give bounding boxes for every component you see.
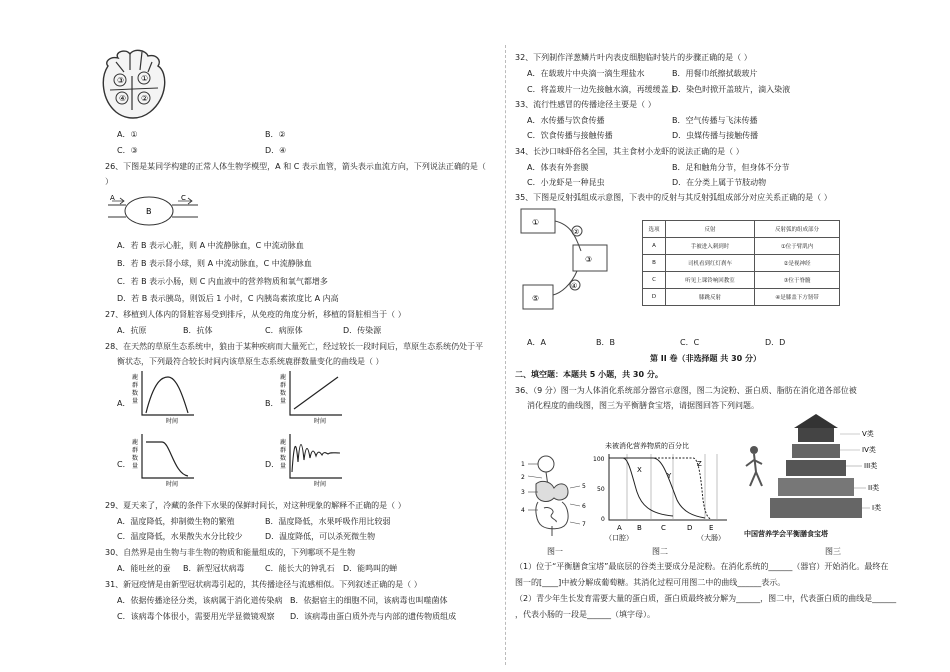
table-cell: C [643, 272, 666, 289]
fig1-number: 7 [582, 521, 586, 528]
table-header-cell: 选项 [643, 221, 666, 238]
q30-option-b[interactable]: B．新型冠状病毒 [183, 564, 245, 573]
q29-option-d[interactable]: D．温度降低，可以杀死微生物 [265, 532, 376, 541]
fig2-xtick: C [661, 524, 666, 532]
pyramid-level-2: II类 [868, 484, 880, 492]
ylabel-char: 鹿 [280, 374, 287, 381]
q36-stem: 36、（9 分）图一为人体消化系统部分器官示意图，图二为淀粉、蛋白质、脂肪在消化道各部位被 [515, 386, 857, 395]
q30-option-d[interactable]: D．能鸣叫的蝉 [343, 564, 398, 573]
ylabel-char: 群 [280, 447, 287, 454]
reflex-arc-figure [515, 205, 620, 315]
q25-option-c[interactable]: C．③ [117, 146, 138, 155]
table-cell: A [643, 238, 666, 255]
digestive-system-figure [518, 452, 590, 544]
fig1-number: 1 [521, 461, 525, 468]
heart-figure [96, 48, 178, 123]
q35-option-a[interactable]: A．A [527, 338, 546, 347]
table-row [643, 289, 840, 306]
fig2-caption: 图二 [652, 547, 668, 556]
heart-label-2: ② [141, 94, 149, 103]
q28-option-a[interactable]: A． [117, 399, 131, 408]
reflex-label-4: ④ [571, 282, 578, 290]
q33-stem: 33、流行性感冒的传播途径主要是（ ） [515, 100, 656, 109]
pyramid-level-5: V类 [862, 430, 874, 438]
ylabel-char: 数 [280, 455, 287, 462]
table-row [643, 238, 840, 255]
table-header-cell: 反射弧的组成部分 [755, 221, 840, 238]
q33-option-a[interactable]: A．水传播与饮食传播 [527, 116, 605, 125]
table-cell: 膝跳反射 [666, 289, 755, 306]
pyramid-level-4: IV类 [862, 446, 876, 454]
q35-option-c[interactable]: C．C [680, 338, 700, 347]
q29-stem: 29、夏天来了，冷藏的条件下水果的保鲜时间长，对这种现象的解释不正确的是（ ） [105, 501, 406, 510]
q27-option-b[interactable]: B．抗体 [183, 326, 213, 335]
q31-option-c[interactable]: C．该病毒个体很小，需要用光学显微镜观察 [117, 612, 275, 621]
fig2-xtick: D [687, 524, 693, 532]
fig2-title: 未被消化营养物质的百分比 [605, 442, 689, 450]
q34-option-d[interactable]: D．在分类上属于节肢动物 [672, 178, 767, 187]
table-cell: 手被进入刺到时 [666, 238, 755, 255]
q28-stem: 28、在天然的草原生态系统中，狼由于某种疾病而大量死亡，经过较长一段时间后，草原生态系统仍处于平 [105, 342, 484, 351]
q34-option-b[interactable]: B．足和触角分节，但身体不分节 [672, 163, 790, 172]
ylabel-char: 量 [280, 398, 287, 405]
section-2-subtitle: 二、填空题：本题共 5 小题，共 30 分。 [515, 370, 663, 379]
fig1-number: 5 [582, 483, 586, 490]
q26-label-a: A [110, 194, 115, 202]
q36-part2: （2）青少年生长发育需要大量的蛋白质，蛋白质最终被分解为______，图二中，代表蛋白质的曲线是______ [515, 594, 897, 603]
q36-stem-2: 消化程度的曲线图，图三为平衡膳食宝塔，请据图回答下列问题。 [527, 401, 759, 410]
fig2-xtick: E [709, 524, 714, 532]
q29-option-c[interactable]: C．温度降低，水果散失水分比较少 [117, 532, 243, 541]
table-cell: 司机看到红灯刹车 [666, 255, 755, 272]
table-row [643, 272, 840, 289]
q26-figure [106, 193, 201, 229]
xlabel: 时间 [314, 481, 327, 488]
q34-stem: 34、长沙口味虾俗名全国，其主食材小龙虾的说法正确的是（ ） [515, 147, 744, 156]
fig2-xtick: B [637, 524, 642, 532]
q35-stem: 35、下图是反射弧组成示意图，下表中的反射与其反射弧组成部分对应关系正确的是（ ） [515, 193, 832, 202]
q27-option-a[interactable]: A．抗原 [117, 326, 147, 335]
q32-stem: 32、下列制作洋葱鳞片叶内表皮细胞临时装片的步骤正确的是（ ） [515, 53, 752, 62]
q26-stem: 26、下图是某同学构建的正常人体生物学模型，A 和 C 表示血管，箭头表示血流方向，下列说法正确的是（ [105, 162, 486, 171]
q30-option-a[interactable]: A．能吐丝的蚕 [117, 564, 171, 573]
fig1-number: 2 [521, 474, 525, 481]
q25-option-b[interactable]: B．② [265, 130, 286, 139]
q28-graph-b[interactable] [280, 369, 345, 425]
q36-part1-cont: 图一的[____]中被分解成葡萄糖。其消化过程可用图二中的曲线______表示。 [515, 578, 786, 587]
column-divider [505, 45, 506, 665]
q33-option-d[interactable]: D．虫媒传播与接触传播 [672, 131, 759, 140]
ylabel-char: 鹿 [132, 439, 139, 446]
q31-option-d[interactable]: D．该病毒由蛋白质外壳与内部的遗传物质组成 [290, 612, 457, 621]
q36-part1: （1）位于“平衡膳食宝塔”最底层的谷类主要成分是淀粉。在消化系统的______（器官）开始消化。最终在 [515, 562, 889, 571]
reflex-label-3: ③ [585, 255, 593, 264]
q26-label-b: B [146, 207, 152, 216]
reflex-label-2: ② [573, 228, 580, 236]
q34-option-a[interactable]: A．体表有外套膜 [527, 163, 589, 172]
fig2-ytick: 100 [593, 456, 605, 463]
curve-label-y: Y [667, 472, 672, 480]
q28-option-b[interactable]: B． [265, 399, 279, 408]
q26-option-b[interactable]: B．若 B 表示肾小球，则 A 中流动脉血，C 中流静脉血 [117, 259, 312, 268]
q29-option-a[interactable]: A．温度降低，抑制微生物的繁殖 [117, 517, 235, 526]
table-cell: ①位于臂肌内 [755, 238, 840, 255]
q29-option-b[interactable]: B．温度降低，水果呼吸作用比较弱 [265, 517, 391, 526]
digestion-curve-chart [593, 440, 733, 550]
q35-option-b[interactable]: B．B [596, 338, 615, 347]
q27-option-d[interactable]: D．传染源 [343, 326, 382, 335]
q31-stem: 31、新冠疫情是由新型冠状病毒引起的，其传播途径与流感相似。下列叙述正确的是（ ） [105, 580, 422, 589]
xlabel: 时间 [314, 418, 327, 425]
q31-option-b[interactable]: B．依据宿主的细胞不同，该病毒也叫噬菌体 [290, 596, 448, 605]
q33-option-b[interactable]: B．空气传播与飞沫传播 [672, 116, 758, 125]
q28-graph-d[interactable] [280, 432, 345, 488]
q26-option-c[interactable]: C．若 B 表示小肠，则 C 内血液中的营养物质和氧气都增多 [117, 277, 328, 286]
fig2-note-mouth: （口腔） [605, 534, 633, 542]
q28-graph-a[interactable] [132, 369, 197, 425]
fig3-caption-title: 中国营养学会平衡膳食宝塔 [744, 530, 828, 538]
reflex-table [642, 220, 840, 306]
ylabel-char: 鹿 [132, 374, 139, 381]
q28-stem-2: 衡状态，下列最符合较长时间内该草原生态系统鹿群数量变化的曲线是（ ） [117, 357, 384, 366]
q32-option-d[interactable]: D．染色时掀开盖玻片，滴入染液 [672, 85, 791, 94]
table-cell: ④是膝盖下方韧带 [755, 289, 840, 306]
ylabel-char: 量 [132, 463, 139, 470]
table-cell: ③位于脊髓 [755, 272, 840, 289]
ylabel-char: 群 [132, 382, 139, 389]
ylabel-char: 群 [132, 447, 139, 454]
fig2-note-colon: （大肠） [697, 534, 725, 542]
q26-option-d[interactable]: D．若 B 表示胰岛，则饭后 1 小时，C 内胰岛素浓度比 A 内高 [117, 294, 339, 303]
q30-option-c[interactable]: C．能长大的钟乳石 [265, 564, 335, 573]
ylabel-char: 数 [280, 390, 287, 397]
fig1-number: 6 [582, 503, 586, 510]
pyramid-level-1: I类 [872, 504, 882, 512]
curve-label-x: X [637, 466, 642, 474]
q25-option-a[interactable]: A．① [117, 130, 138, 139]
q36-part2-cont: ，代表小肠的一段是______（填字母）。 [515, 610, 655, 619]
table-cell: B [643, 255, 666, 272]
section-2-title: 第 II 卷（非选择题 共 30 分） [650, 354, 762, 363]
table-header-row [643, 221, 840, 238]
fig1-caption: 图一 [547, 547, 563, 556]
ylabel-char: 量 [280, 463, 287, 470]
runner-icon [746, 446, 762, 486]
q33-option-c[interactable]: C．饮食传播与接触传播 [527, 131, 613, 140]
ylabel-char: 数 [132, 455, 139, 462]
q35-option-d[interactable]: D．D [765, 338, 786, 347]
q26-label-c: C [181, 194, 186, 202]
q26-option-a[interactable]: A．若 B 表示心脏，则 A 中流静脉血，C 中流动脉血 [117, 241, 304, 250]
fig2-ytick: 0 [601, 516, 605, 523]
q27-option-c[interactable]: C．病原体 [265, 326, 303, 335]
curve-label-z: Z [697, 460, 702, 468]
heart-label-4: ④ [119, 94, 127, 103]
q25-option-d[interactable]: D．④ [265, 146, 287, 155]
q32-option-b[interactable]: B．用餐巾纸擦拭载玻片 [672, 69, 758, 78]
q28-option-d[interactable]: D． [265, 460, 280, 469]
q26-stem-end: ） [105, 177, 113, 186]
q34-option-c[interactable]: C．小龙虾是一种昆虫 [527, 178, 605, 187]
fig3-caption: 图三 [825, 547, 841, 556]
q30-stem: 30、自然界是由生物与非生物的物质和能量组成的，下列哪项不是生物 [105, 548, 356, 557]
reflex-label-1: ① [532, 218, 540, 227]
ylabel-char: 数 [132, 390, 139, 397]
q27-stem: 27、移植到人体内的肾脏容易受到排斥，从免疫的角度分析，移植的肾脏相当于（ ） [105, 310, 406, 319]
ylabel-char: 群 [280, 382, 287, 389]
heart-label-1: ① [141, 74, 149, 83]
q32-option-a[interactable]: A．在载玻片中央滴一滴生理盐水 [527, 69, 645, 78]
table-cell: 听见上课铃响回教室 [666, 272, 755, 289]
table-cell: ②是视神经 [755, 255, 840, 272]
table-header-cell: 反射 [666, 221, 755, 238]
ylabel-char: 鹿 [280, 439, 287, 446]
food-pyramid-figure [740, 410, 895, 526]
q28-option-c[interactable]: C． [117, 460, 131, 469]
reflex-label-5: ⑤ [532, 294, 540, 303]
fig2-xtick: A [617, 524, 622, 532]
pyramid-level-3: III类 [864, 462, 878, 470]
q28-graph-c[interactable] [132, 432, 197, 488]
q31-option-a[interactable]: A．依据传播途径分类，该病属于消化道传染病 [117, 596, 283, 605]
xlabel: 时间 [166, 481, 179, 488]
heart-label-3: ③ [117, 76, 125, 85]
ylabel-char: 量 [132, 398, 139, 405]
table-row [643, 255, 840, 272]
fig1-number: 3 [521, 489, 525, 496]
fig2-ytick: 50 [597, 486, 605, 493]
q32-option-c[interactable]: C．将盖玻片一边先接触水滴，再缓缓盖上 [527, 85, 677, 94]
table-cell: D [643, 289, 666, 306]
xlabel: 时间 [166, 418, 179, 425]
fig1-number: 4 [521, 507, 525, 514]
